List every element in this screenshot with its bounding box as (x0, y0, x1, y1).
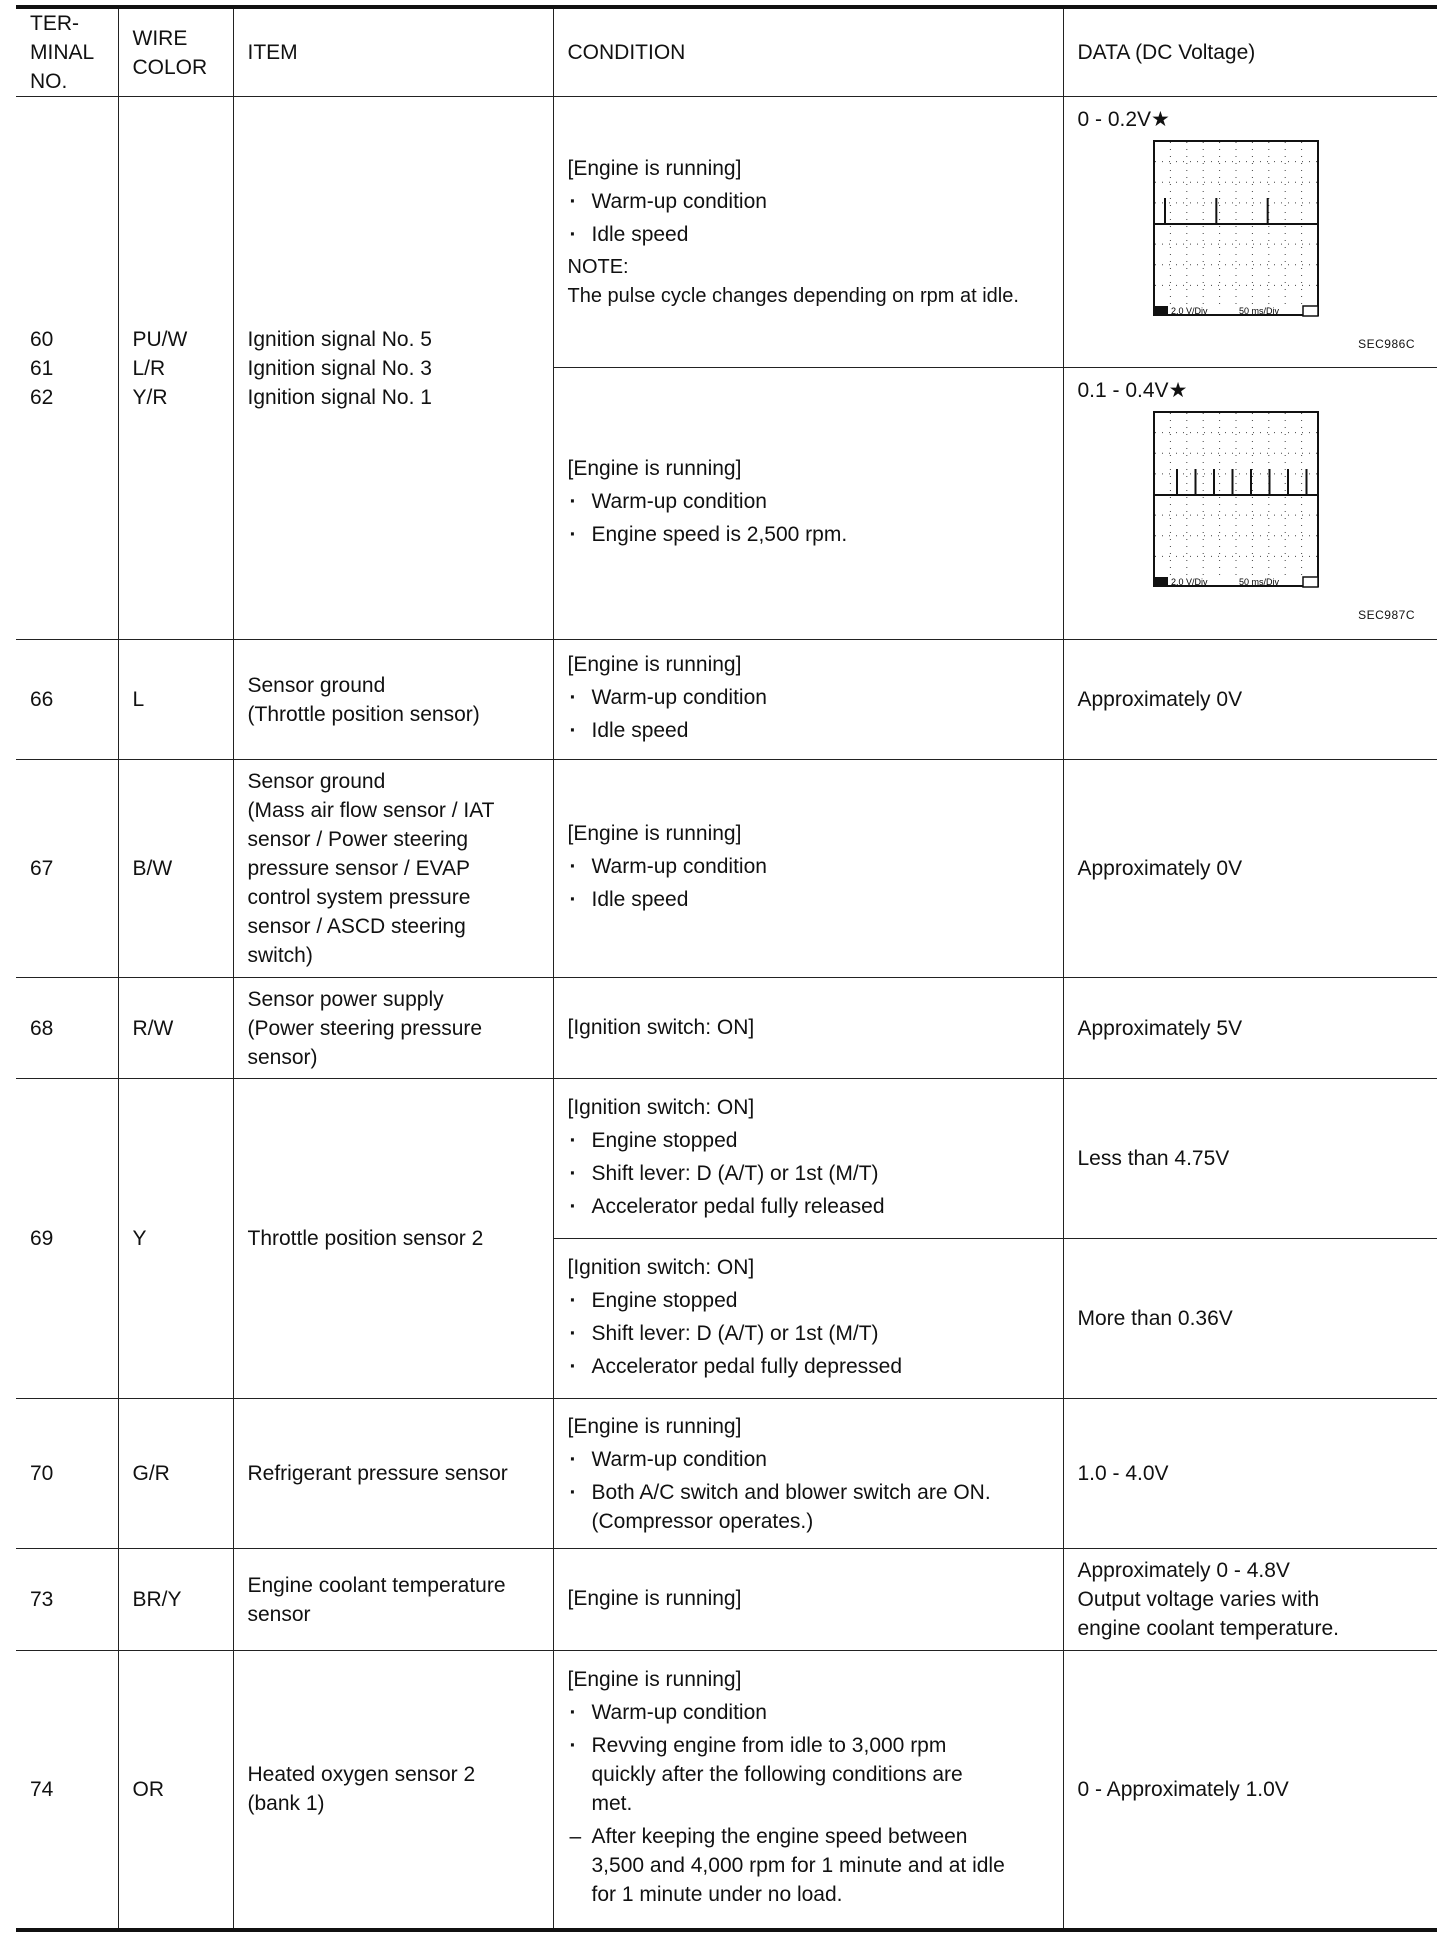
header-item: ITEM (233, 7, 553, 97)
scope-frame (1154, 141, 1318, 315)
wire-color: L (118, 640, 233, 760)
wire-color: B/W (118, 760, 233, 978)
condition-bullet-continued: (Compressor operates.) (591, 1509, 814, 1533)
condition-heading: [Engine is running] (567, 457, 742, 480)
wire-color: Y (118, 1079, 233, 1399)
condition-heading: [Ignition switch: ON] (567, 1015, 755, 1039)
terminal-line: 60 (30, 327, 54, 351)
condition (553, 1549, 1063, 1651)
item-line: (Power steering pressure (247, 1016, 483, 1040)
condition-bullet: · Idle speed (568, 220, 1049, 249)
item-line: Ignition signal No. 3 (247, 356, 432, 380)
scope-channel-badge (1154, 577, 1168, 587)
item: Refrigerant pressure sensor (233, 1399, 553, 1549)
table-row (16, 1651, 1437, 1930)
data-value: Approximately 5V (1063, 978, 1437, 1079)
table-row (16, 978, 1437, 1079)
header-wire-line: WIRE (132, 26, 188, 50)
terminal-no: 74 (16, 1651, 118, 1930)
terminal-no: 67 (16, 760, 118, 978)
condition-bullet: · Warm-up condition (568, 187, 1049, 216)
table-row (16, 1079, 1437, 1239)
condition-bullet: · Warm-up condition (568, 487, 1049, 516)
item-line: pressure sensor / EVAP (247, 857, 471, 880)
waveform-voltage: 0 - 0.2V (1077, 108, 1152, 131)
item-line: Heated oxygen sensor 2 (247, 1763, 476, 1787)
terminal-no: 73 (16, 1549, 118, 1651)
sub-item-line: for 1 minute under no load. (591, 1883, 843, 1907)
star-icon: ★ (1168, 379, 1188, 402)
item-line: Sensor ground (247, 673, 386, 697)
condition-bullet: · Engine speed is 2,500 rpm. (568, 520, 1049, 549)
item-line: Sensor ground (247, 770, 386, 793)
scope-time-scale: 50 ms/Div (1238, 306, 1279, 316)
table-row (16, 760, 1437, 978)
data-line: Output voltage varies with (1077, 1588, 1320, 1611)
scope-channel-badge (1154, 306, 1168, 316)
bullet-line: met. (591, 1792, 633, 1816)
header-wire-line: COLOR (132, 55, 208, 79)
item-line: control system pressure (247, 886, 471, 909)
condition-heading: [Engine is running] (567, 156, 742, 180)
wire-color: BR/Y (118, 1549, 233, 1651)
condition-bullet: · Idle speed (568, 885, 1049, 914)
condition (553, 1079, 1063, 1239)
bullet-line: · Revving engine from idle to 3,000 rpm (591, 1734, 947, 1758)
condition-bullet: · Idle speed (568, 716, 1049, 745)
data-waveform (1063, 368, 1437, 640)
scope-volt-scale: 2.0 V/Div (1170, 306, 1208, 316)
terminal-no: 69 (16, 1079, 118, 1399)
scope-volt-scale: 2.0 V/Div (1170, 577, 1208, 587)
terminal-line: 62 (30, 385, 54, 409)
figure-code: SEC987C (1358, 608, 1415, 622)
header-terminal (16, 7, 118, 97)
condition (553, 97, 1063, 368)
header-data: DATA (DC Voltage) (1063, 7, 1437, 97)
item-line: sensor (247, 1602, 311, 1626)
condition (553, 368, 1063, 640)
item (233, 978, 553, 1079)
waveform-label (1078, 376, 1424, 405)
item-line: sensor) (247, 1045, 318, 1069)
condition-bullet: · Both A/C switch and blower switch are ON. (568, 1478, 1049, 1507)
terminal-table (16, 5, 1437, 1932)
condition-heading: [Ignition switch: ON] (567, 1095, 755, 1119)
item (233, 97, 553, 640)
sub-item-line: 3,500 and 4,000 rpm for 1 minute and at idle (591, 1854, 1005, 1878)
condition-bullet: · Engine stopped (568, 1126, 1049, 1155)
condition-heading: [Engine is running] (567, 653, 742, 676)
condition-bullet: · Shift lever: D (A/T) or 1st (M/T) (568, 1319, 1049, 1348)
scope-frame (1154, 412, 1318, 586)
wire-color (118, 97, 233, 640)
bullet-line: quickly after the following conditions are (591, 1763, 963, 1787)
item: Throttle position sensor 2 (233, 1079, 553, 1399)
data-value: 1.0 - 4.0V (1063, 1399, 1437, 1549)
scope-marker (1303, 577, 1318, 587)
item (233, 760, 553, 978)
table-row (16, 1549, 1437, 1651)
table-row (16, 1399, 1437, 1549)
condition (553, 640, 1063, 760)
terminal-no (16, 97, 118, 640)
data-value: More than 0.36V (1063, 1239, 1437, 1399)
condition (553, 1399, 1063, 1549)
note-text: The pulse cycle changes depending on rpm at idle. (567, 284, 1019, 307)
condition-bullet: · Accelerator pedal fully depressed (568, 1352, 1049, 1381)
condition-bullet: · Warm-up condition (568, 1698, 1049, 1727)
data-waveform (1063, 97, 1437, 368)
item-line: Ignition signal No. 5 (247, 327, 432, 351)
header-wire-color (118, 7, 233, 97)
header-terminal-line: NO. (30, 70, 68, 93)
wire-line: PU/W (132, 327, 188, 351)
condition-heading: [Engine is running] (567, 822, 742, 845)
condition-heading: [Engine is running] (567, 1668, 742, 1692)
item-line: Engine coolant temperature (247, 1573, 506, 1597)
condition-bullet: · Engine stopped (568, 1286, 1049, 1315)
condition (553, 1651, 1063, 1930)
condition-heading: [Engine is running] (567, 1414, 742, 1438)
terminal-no: 66 (16, 640, 118, 760)
data-value: Approximately 0V (1063, 640, 1437, 760)
condition (553, 1239, 1063, 1399)
condition (553, 978, 1063, 1079)
data-value: Less than 4.75V (1063, 1079, 1437, 1239)
data-line: Approximately 0 - 4.8V (1077, 1559, 1290, 1582)
condition-bullet: · Warm-up condition (568, 1445, 1049, 1474)
wire-color: G/R (118, 1399, 233, 1549)
item-line: (bank 1) (247, 1792, 325, 1816)
terminal-line: 61 (30, 356, 54, 380)
table-row (16, 97, 1437, 368)
item-line: Ignition signal No. 1 (247, 385, 432, 409)
item-line: (Throttle position sensor) (247, 702, 480, 726)
scope-marker (1303, 306, 1318, 316)
item-line: sensor / ASCD steering (247, 915, 466, 938)
waveform-label (1078, 105, 1424, 134)
condition-bullet: · Shift lever: D (A/T) or 1st (M/T) (568, 1159, 1049, 1188)
item-line: (Mass air flow sensor / IAT (247, 799, 495, 822)
figure-code: SEC986C (1358, 337, 1415, 351)
header-condition: CONDITION (553, 7, 1063, 97)
header-terminal-line: MINAL (30, 41, 95, 64)
condition-bullet (568, 1731, 1049, 1818)
table-row (16, 640, 1437, 760)
header-row (16, 7, 1437, 97)
condition-sub-item (568, 1822, 1049, 1909)
condition-bullet: · Accelerator pedal fully released (568, 1192, 1049, 1221)
data-value (1063, 1549, 1437, 1651)
sub-item-line: – After keeping the engine speed between (591, 1825, 968, 1849)
terminal-no: 70 (16, 1399, 118, 1549)
data-value: Approximately 0V (1063, 760, 1437, 978)
note-heading: NOTE: (567, 255, 629, 278)
condition-heading: [Engine is running] (567, 1587, 742, 1610)
wire-color: R/W (118, 978, 233, 1079)
wire-line: L/R (132, 356, 166, 380)
wire-line: Y/R (132, 385, 168, 409)
item-line: Sensor power supply (247, 987, 444, 1011)
data-value: 0 - Approximately 1.0V (1063, 1651, 1437, 1930)
condition-heading: [Ignition switch: ON] (567, 1255, 755, 1279)
condition-bullet: · Warm-up condition (568, 683, 1049, 712)
item (233, 1651, 553, 1930)
item-line: sensor / Power steering (247, 828, 469, 851)
terminal-no: 68 (16, 978, 118, 1079)
star-icon: ★ (1151, 108, 1170, 131)
item-line: switch) (247, 944, 313, 967)
condition (553, 760, 1063, 978)
data-line: engine coolant temperature. (1077, 1617, 1340, 1640)
header-terminal-line: TER- (30, 12, 79, 35)
condition-bullet: · Warm-up condition (568, 852, 1049, 881)
oscilloscope-waveform (1153, 140, 1325, 324)
item (233, 640, 553, 760)
oscilloscope-waveform (1153, 411, 1325, 595)
waveform-voltage: 0.1 - 0.4V (1077, 379, 1169, 402)
wire-color: OR (118, 1651, 233, 1930)
scope-time-scale: 50 ms/Div (1238, 577, 1279, 587)
item (233, 1549, 553, 1651)
